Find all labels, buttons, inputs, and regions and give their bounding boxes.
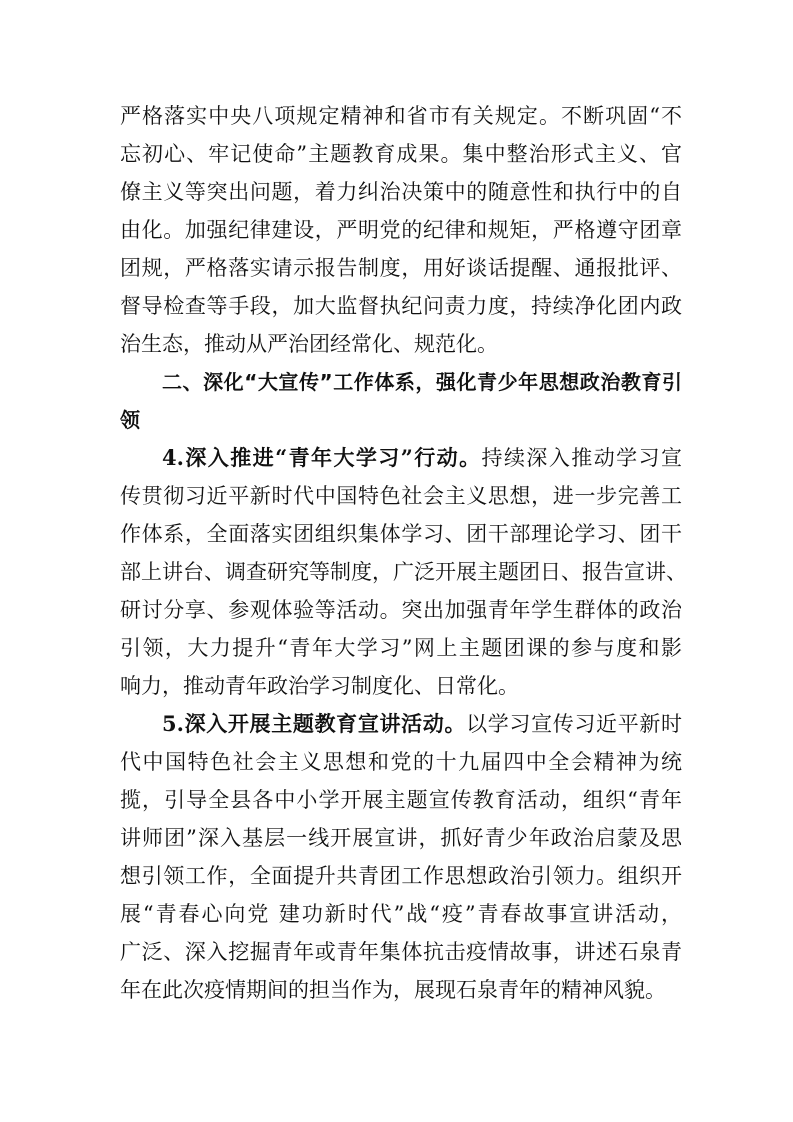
body-text-line: 团规，严格落实请示报告制度，用好谈话提醒、通报批评、: [120, 256, 682, 280]
body-text-line: 部上讲台、调查研究等制度，广泛开展主题团日、报告宣讲、: [120, 560, 687, 584]
body-text-line: 作体系，全面落实团组织集体学习、团干部理论学习、团干: [120, 522, 682, 546]
body-text-line: 研讨分享、参观体验等活动。突出加强青年学生群体的政治: [120, 598, 682, 622]
section-heading-continuation: 领: [120, 408, 140, 432]
body-text-line: 由化。加强纪律建设，严明党的纪律和规矩，严格遵守团章: [120, 218, 682, 242]
body-text-line: 展“青春心向党 建功新时代”战“疫”青春故事宣讲活动，: [120, 902, 682, 926]
body-text-line: 讲师团”深入基层一线开展宣讲，抓好青少年政治启蒙及思: [120, 826, 682, 850]
item-4-first-line-text: 持续深入推动学习宣: [481, 446, 682, 470]
item-4-first-line: [162, 441, 682, 475]
body-text-line: 引领，大力提升“青年大学习”网上主题团课的参与度和影: [120, 636, 682, 660]
item-4-lead: 4.深入推进“青年大学习”行动。: [162, 445, 482, 470]
item-5-lead: 5.深入开展主题教育宣讲活动。: [162, 711, 467, 736]
body-text-line: 年在此次疫情期间的担当作为，展现石泉青年的精神风貌。: [120, 978, 666, 1002]
body-text-line: 僚主义等突出问题，着力纠治决策中的随意性和执行中的自: [120, 180, 682, 204]
body-text-line: 想引领工作，全面提升共青团工作思想政治引领力。组织开: [120, 864, 682, 888]
body-text-line: 督导检查等手段，加大监督执纪问责力度，持续净化团内政: [120, 294, 682, 318]
section-heading: 二、深化“大宣传”工作体系，强化青少年思想政治教育引: [162, 370, 682, 394]
body-text-line: 代中国特色社会主义思想和党的十九届四中全会精神为统: [120, 750, 682, 774]
body-text-line: 忘初心、牢记使命”主题教育成果。集中整治形式主义、官: [120, 142, 682, 166]
item-5-first-line: [162, 707, 682, 741]
body-text-line: 揽，引导全县各中小学开展主题宣传教育活动，组织“青年: [120, 788, 682, 812]
body-text-line: 广泛、深入挖掘青年或青年集体抗击疫情故事，讲述石泉青: [120, 940, 682, 964]
body-text-line: 响力，推动青年政治学习制度化、日常化。: [120, 674, 519, 698]
item-5-first-line-text: 以学习宣传习近平新时: [466, 712, 683, 736]
body-text-line: 传贯彻习近平新时代中国特色社会主义思想，进一步完善工: [120, 484, 682, 508]
body-text-line: 严格落实中央八项规定精神和省市有关规定。不断巩固“不: [120, 104, 682, 128]
body-text-line: 治生态，推动从严治团经常化、规范化。: [120, 332, 498, 356]
